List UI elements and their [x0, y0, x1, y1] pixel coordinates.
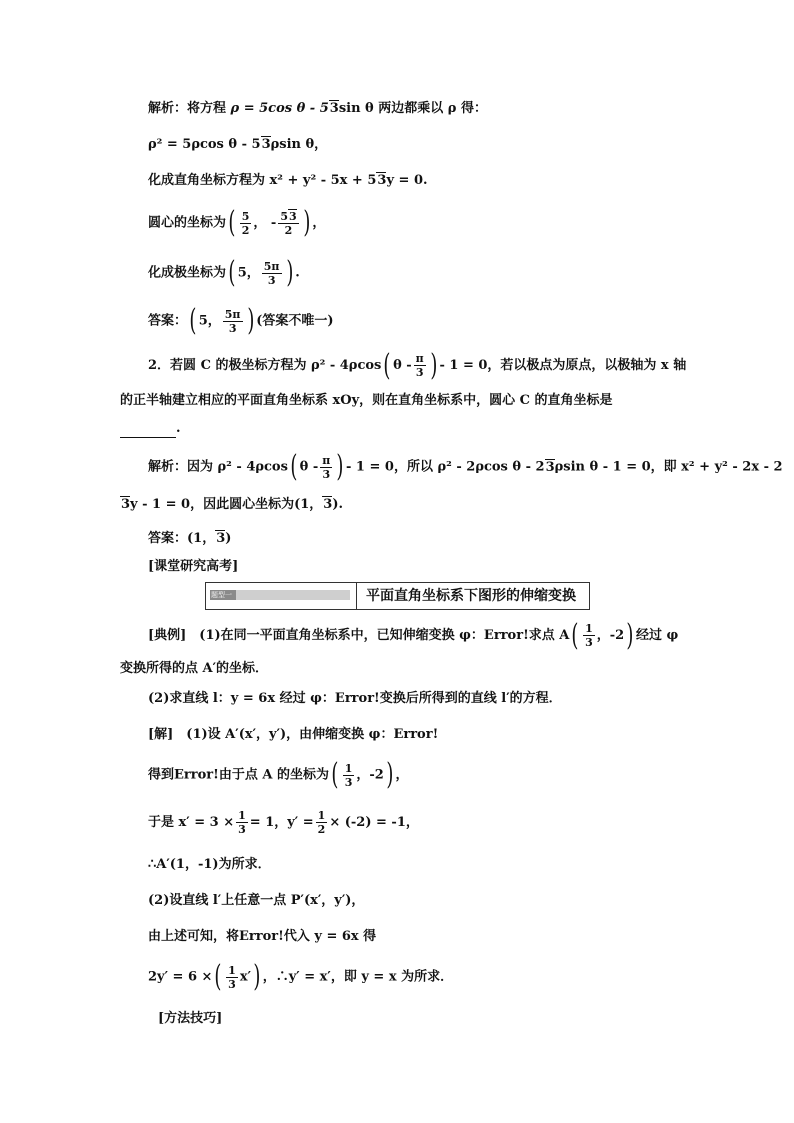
- equation: ρ = 5cos θ - 5: [230, 101, 329, 116]
- text: - 1 = 0，所以 ρ² - 2ρcos θ - 2: [346, 459, 545, 475]
- left-paren: (: [331, 757, 339, 792]
- text: 5，: [198, 313, 221, 329]
- right-paren: ): [253, 959, 261, 994]
- text: (答案不唯一): [256, 313, 334, 329]
- numerator: 53: [280, 209, 297, 223]
- text: ): [225, 531, 232, 546]
- answer-blank: [120, 423, 176, 438]
- denominator: 3: [322, 467, 331, 481]
- left-paren: (: [571, 617, 579, 653]
- left-paren: (: [228, 205, 236, 240]
- banner-divider: [356, 583, 357, 609]
- fraction: [262, 260, 282, 287]
- text: ，-2: [596, 628, 625, 643]
- solution-step-6: [148, 928, 376, 946]
- question-2-line-2: [120, 392, 613, 410]
- text: 答案：: [148, 313, 188, 329]
- solution-line-3: [148, 172, 428, 190]
- numerator: 5π: [263, 259, 280, 273]
- text: 圆心的坐标为: [148, 215, 227, 231]
- text: 经过 φ: [635, 628, 679, 643]
- text: (2)求直线 l：y = 6x 经过 φ：Error!变换后所得到的直线 l′的方程．: [148, 691, 562, 706]
- sqrt: 3: [261, 137, 271, 152]
- topic-banner: [205, 582, 590, 610]
- numerator: 1: [585, 622, 593, 635]
- text: .: [176, 421, 181, 436]
- text: 5，: [237, 265, 260, 281]
- text: 的正半轴建立相应的平面直角坐标系 xOy，则在直角坐标系中，圆心 C 的直角坐标是: [120, 393, 613, 408]
- fraction: [240, 210, 252, 237]
- right-paren: ): [430, 347, 438, 383]
- numerator: 1: [317, 809, 326, 822]
- denominator: 2: [317, 823, 326, 836]
- left-paren: (: [214, 959, 222, 994]
- text: ρsin θ - 1 = 0，即 x² + y² - 2x - 2: [554, 459, 783, 475]
- numerator: π: [415, 352, 424, 365]
- numerator: 1: [238, 809, 246, 822]
- text: 解析：将方程: [148, 101, 231, 116]
- numerator: π: [322, 453, 331, 467]
- text: [典例] (1)在同一平面直角坐标系中，已知伸缩变换 φ：Error!求点 A: [148, 628, 570, 643]
- solution-step-5: [148, 892, 364, 910]
- numerator: 5π: [224, 307, 241, 321]
- numerator: 1: [344, 761, 353, 775]
- text: - 1 = 0，若以极点为原点，以极轴为 x 轴: [439, 358, 687, 373]
- denominator: 3: [228, 321, 237, 335]
- denominator: 3: [585, 636, 593, 649]
- solution-step-4: [148, 856, 271, 874]
- banner-tag: 题型一: [211, 591, 232, 599]
- left-paren: (: [189, 303, 197, 338]
- text: 2．若圆 C 的极坐标方程为 ρ² - 4ρcos: [148, 358, 382, 373]
- equation: ρsin θ，: [270, 137, 328, 152]
- example-line-2: [120, 660, 268, 678]
- right-paren: ): [302, 205, 310, 240]
- denominator: 3: [415, 366, 424, 379]
- denominator: 2: [284, 223, 293, 237]
- sqrt: 3: [329, 101, 339, 116]
- equation: y = 0.: [386, 173, 428, 188]
- example-line-3: [148, 690, 562, 708]
- numerator: 1: [228, 963, 236, 977]
- denominator: 2: [241, 223, 250, 237]
- text: x′: [239, 969, 251, 985]
- text: × (-2) = -1，: [329, 815, 419, 830]
- denominator: 3: [267, 273, 276, 287]
- text: ，-2: [356, 767, 384, 783]
- right-paren: ): [626, 617, 634, 653]
- fraction: [236, 809, 248, 836]
- fraction: [343, 762, 355, 789]
- question-2-line-3: [120, 420, 181, 438]
- solution-line-2: [148, 136, 327, 154]
- text: 于是 x′ = 3 ×: [148, 815, 235, 830]
- fraction: [414, 352, 426, 379]
- banner-title: 平面直角坐标系下图形的伸缩变换: [366, 588, 576, 604]
- q2-answer: [148, 530, 231, 548]
- text: θ -: [299, 459, 319, 475]
- solution-step-7: [148, 959, 454, 994]
- text: 变换所得的点 A′的坐标．: [120, 661, 269, 676]
- answer-line-1: [148, 303, 334, 338]
- text: 解析：因为 ρ² - 4ρcos: [148, 459, 288, 475]
- right-paren: ): [246, 303, 254, 338]
- text: 化成极坐标为: [148, 265, 227, 281]
- text: ).: [332, 497, 344, 512]
- text: [解] (1)设 A′(x′，y′)，由伸缩变换 φ：Error!: [148, 727, 439, 742]
- text: 由上述可知，将Error!代入 y = 6x 得: [148, 929, 377, 944]
- denominator: 3: [228, 977, 236, 991]
- left-paren: (: [383, 347, 391, 383]
- text: ，∴y′ = x′，即 y = x 为所求．: [262, 969, 454, 985]
- solution-line-5: [148, 255, 300, 290]
- text: ，: [312, 215, 326, 231]
- sqrt: 3: [216, 531, 226, 546]
- fraction: [278, 210, 298, 237]
- text: y - 1 = 0，因此圆心坐标为(1，: [130, 497, 323, 512]
- text: = 1，y′ =: [249, 815, 314, 830]
- method-tips-heading: [158, 1010, 222, 1028]
- text: sin θ 两边都乘以 ρ 得：: [338, 101, 487, 116]
- question-2-line-1: [148, 347, 687, 383]
- text: ，: [395, 767, 409, 783]
- sqrt: 3: [121, 497, 131, 512]
- numerator: 5: [241, 209, 250, 223]
- sqrt: 3: [545, 459, 555, 475]
- text: θ -: [393, 358, 412, 373]
- text: [方法技巧]: [158, 1011, 223, 1026]
- text: (2)设直线 l′上任意一点 P′(x′，y′)，: [148, 893, 365, 908]
- text: 化成直角坐标方程为 x² + y² - 5x + 5: [148, 173, 377, 188]
- fraction: [320, 454, 332, 481]
- right-paren: ): [336, 449, 344, 484]
- text: ， -: [253, 215, 277, 231]
- text: ∴A′(1，-1)为所求．: [148, 857, 271, 872]
- sqrt: 3: [377, 173, 387, 188]
- fraction: [583, 622, 595, 649]
- right-paren: ): [285, 255, 293, 290]
- solution-step-2: [148, 757, 409, 792]
- solution-line-1: [148, 100, 487, 118]
- text: [课堂研究高考]: [148, 559, 239, 574]
- left-paren: (: [290, 449, 298, 484]
- q2-solution-line-1: [148, 449, 783, 484]
- text: 得到Error!由于点 A 的坐标为: [148, 767, 329, 783]
- fraction: [226, 964, 238, 991]
- fraction: [316, 809, 328, 836]
- section-heading: [148, 558, 238, 576]
- text: .: [295, 265, 300, 281]
- solution-line-4: [148, 205, 326, 240]
- example-line-1: [148, 617, 679, 653]
- solution-step-3: [148, 808, 419, 838]
- fraction: [223, 308, 243, 335]
- denominator: 3: [344, 775, 353, 789]
- denominator: 3: [238, 823, 246, 836]
- left-paren: (: [228, 255, 236, 290]
- right-paren: ): [386, 757, 394, 792]
- q2-solution-line-2: [120, 496, 343, 514]
- equation: ρ² = 5ρcos θ - 5: [148, 137, 261, 152]
- text: 2y′ = 6 ×: [148, 969, 213, 985]
- sqrt: 3: [323, 497, 333, 512]
- text: 答案：(1，: [148, 531, 216, 546]
- solution-step-1: [148, 726, 438, 744]
